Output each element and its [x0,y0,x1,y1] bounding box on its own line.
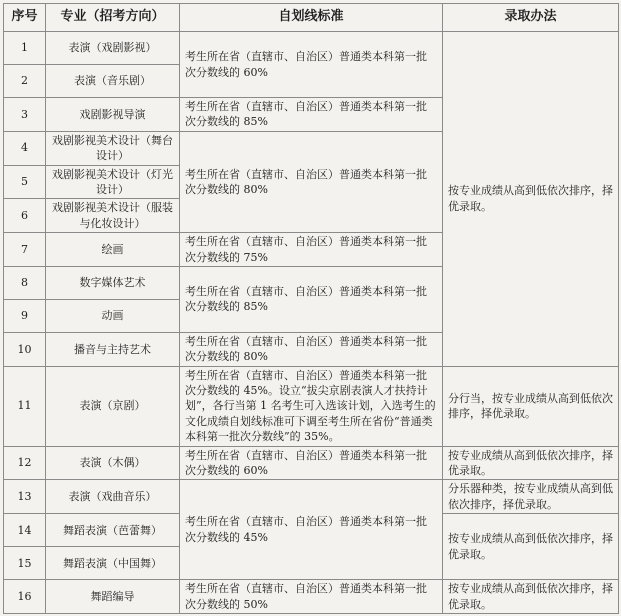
header-method: 录取办法 [443,4,619,32]
row-major: 表演（音乐剧） [46,65,180,98]
row-major: 戏剧影视导演 [46,98,180,132]
row-num: 1 [4,32,46,65]
row-num: 14 [4,514,46,547]
row-method: 按专业成绩从高到低依次排序，择优录取。 [443,514,619,580]
row-standard: 考生所在省（直辖市、自治区）普通类本科第一批次分数线的 80% [180,332,443,366]
row-num: 5 [4,165,46,199]
row-num: 16 [4,580,46,614]
row-major: 表演（戏剧影视） [46,32,180,65]
row-major: 数字媒体艺术 [46,266,180,299]
row-standard: 考生所在省（直辖市、自治区）普通类本科第一批次分数线的 75% [180,233,443,267]
header-standard: 自划线标准 [180,4,443,32]
table-row [4,580,619,614]
row-major: 戏剧影视美术设计（舞台设计） [46,131,180,165]
row-major: 表演（木偶） [46,446,180,480]
row-num: 8 [4,266,46,299]
row-num: 3 [4,98,46,132]
row-standard: 考生所在省（直辖市、自治区）普通类本科第一批次分数线的 60% [180,32,443,98]
table-row [4,480,619,514]
row-standard: 考生所在省（直辖市、自治区）普通类本科第一批次分数线的 85% [180,266,443,332]
row-num: 2 [4,65,46,98]
row-major: 动画 [46,299,180,332]
row-standard: 考生所在省（直辖市、自治区）普通类本科第一批次分数线的 45% [180,480,443,580]
row-major: 戏剧影视美术设计（灯光设计） [46,165,180,199]
row-num: 6 [4,199,46,233]
row-major: 舞蹈表演（中国舞） [46,547,180,580]
row-method: 分行当，按专业成绩从高到低依次排序，择优录取。 [443,366,619,446]
row-major: 播音与主持艺术 [46,332,180,366]
row-major: 戏剧影视美术设计（服装与化妆设计） [46,199,180,233]
row-standard: 考生所在省（直辖市、自治区）普通类本科第一批次分数线的 60% [180,446,443,480]
row-num: 13 [4,480,46,514]
row-num: 11 [4,366,46,446]
row-num: 12 [4,446,46,480]
row-major: 绘画 [46,233,180,267]
row-num: 7 [4,233,46,267]
row-num: 10 [4,332,46,366]
row-num: 15 [4,547,46,580]
row-standard: 考生所在省（直辖市、自治区）普通类本科第一批次分数线的 45%。设立“拔尖京剧表演人才扶持计划”，各行当第 1 名考生可入选该计划，入选考生的文化成绩自划线标准可下调至考生所在省份“普通类本科第一批次分数线”的 35%。 [180,366,443,446]
row-major: 表演（戏曲音乐） [46,480,180,514]
row-major: 舞蹈编导 [46,580,180,614]
row-method: 分乐器种类，按专业成绩从高到低依次排序，择优录取。 [443,480,619,514]
row-method: 按专业成绩从高到低依次排序，择优录取。 [443,580,619,614]
row-standard: 考生所在省（直辖市、自治区）普通类本科第一批次分数线的 80% [180,131,443,232]
admission-table [3,3,619,614]
table-row [4,446,619,480]
row-method: 按专业成绩从高到低依次排序，择优录取。 [443,446,619,480]
row-major: 舞蹈表演（芭蕾舞） [46,514,180,547]
table-header-row [4,4,619,32]
row-num: 9 [4,299,46,332]
row-standard: 考生所在省（直辖市、自治区）普通类本科第一批次分数线的 50% [180,580,443,614]
header-major: 专业（招考方向） [46,4,180,32]
row-major: 表演（京剧） [46,366,180,446]
table-row [4,32,619,65]
table-row [4,366,619,446]
row-method: 按专业成绩从高到低依次排序，择优录取。 [443,32,619,367]
row-standard: 考生所在省（直辖市、自治区）普通类本科第一批次分数线的 85% [180,98,443,132]
header-num: 序号 [4,4,46,32]
row-num: 4 [4,131,46,165]
